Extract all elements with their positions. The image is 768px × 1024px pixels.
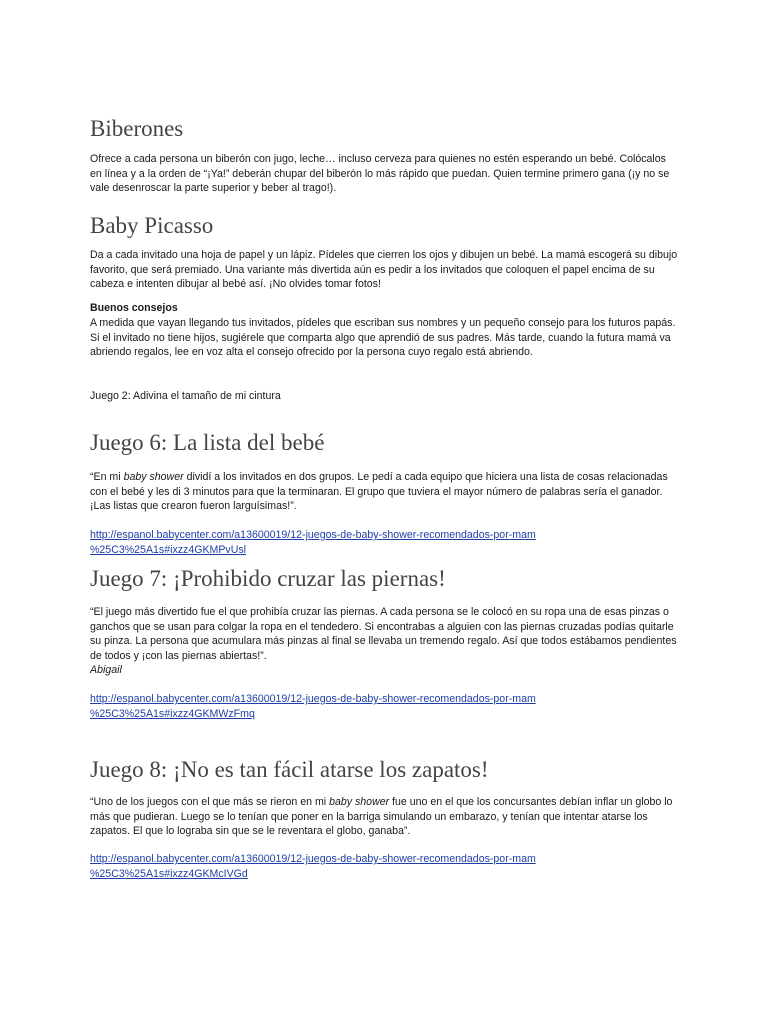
source-link-juego-8[interactable]: http://espanol.babycenter.com/a13600019/12-juegos-de-baby-shower-recomendados-por-mam %25C3%25A1s#ixzz4GKMcIVGd bbox=[90, 853, 536, 880]
heading-buenos-consejos: Buenos consejos bbox=[90, 302, 178, 314]
heading-juego-8: Juego 8: ¡No es tan fácil atarse los zapatos! bbox=[90, 757, 489, 782]
paragraph-baby-picasso: Da a cada invitado una hoja de papel y un lápiz. Pídeles que cierren los ojos y dibujen un bebé. La mamá escogerá su dibujo favorito, que será premiado. Una variante más divertida aún es pedir a los invitados que coloquen el papel encima de su cabeza e intenten dibujar al bebé así. ¡No olvides tomar fotos! bbox=[90, 249, 678, 291]
quote-juego-8: “Uno de los juegos con el que más se rieron en mi baby shower fue uno en el que los concursantes debían inflar un globo lo más que pudieran. Luego se lo tenían que poner en la barriga simulando un embarazo, y tenían que intentar atarse los zapatos. El que lo lograba sin que se le reventara el globo, ganaba”. bbox=[90, 796, 673, 838]
source-link-juego-7[interactable]: http://espanol.babycenter.com/a13600019/12-juegos-de-baby-shower-recomendados-por-mam %25C3%25A1s#ixzz4GKMWzFmq bbox=[90, 693, 536, 720]
heading-juego-7: Juego 7: ¡Prohibido cruzar las piernas! bbox=[90, 566, 446, 591]
heading-baby-picasso: Baby Picasso bbox=[90, 213, 214, 238]
author-name: Abigail bbox=[90, 664, 122, 676]
heading-juego-6: Juego 6: La lista del bebé bbox=[90, 430, 325, 455]
quote-juego-7: “El juego más divertido fue el que prohibía cruzar las piernas. A cada persona se le colocó en su ropa una de esas pinzas o ganchos que se usan para colgar la ropa en el tendedero. Si encontrabas a alguien con las piernas cruzadas podías quitarle su pinza. La persona que acumulara más pinzas al final se llevaba un tremendo regalo. Así que todos estábamos pendientes de todos y ¡con las piernas abiertas!”. bbox=[90, 606, 677, 662]
heading-biberones: Biberones bbox=[90, 116, 184, 141]
source-link-juego-6[interactable]: http://espanol.babycenter.com/a13600019/12-juegos-de-baby-shower-recomendados-por-mam %25C3%25A1s#ixzz4GKMPvUsl bbox=[90, 529, 536, 556]
text-juego-2: Juego 2: Adivina el tamaño de mi cintura bbox=[90, 390, 281, 402]
baby-shower-emphasis: baby shower bbox=[123, 471, 184, 483]
quote-juego-6: “En mi baby shower dividí a los invitados en dos grupos. Le pedí a cada equipo que hiciera una lista de cosas relacionadas con el bebé y les di 3 minutos para que la terminaran. El grupo que tuviera el mayor número de palabras sería el ganador. ¡Las listas que crearon fueron larguísimas!”. bbox=[90, 471, 668, 513]
author-line bbox=[90, 663, 680, 678]
paragraph-buenos-consejos: A medida que vayan llegando tus invitados, pídeles que escriban sus nombres y un pequeño consejo para los futuros papás. Si el invitado no tiene hijos, sugiérele que comparta algo que aprendió de sus padres. Más tarde, cuando la futura mamá va abriendo regalos, lee en voz alta el consejo ofrecido por la persona cuyo regalo está abriendo. bbox=[90, 317, 676, 359]
baby-shower-emphasis: baby shower bbox=[329, 796, 390, 808]
paragraph-biberones: Ofrece a cada persona un biberón con jugo, leche… incluso cerveza para quienes no estén esperando un bebé. Colócalos en línea y a la orden de “¡Ya!” deberán chupar del biberón lo más rápido que puedan. Quien termine primero gana (¡y no se vale desenroscar la parte superior y beber al trago!). bbox=[90, 153, 670, 195]
